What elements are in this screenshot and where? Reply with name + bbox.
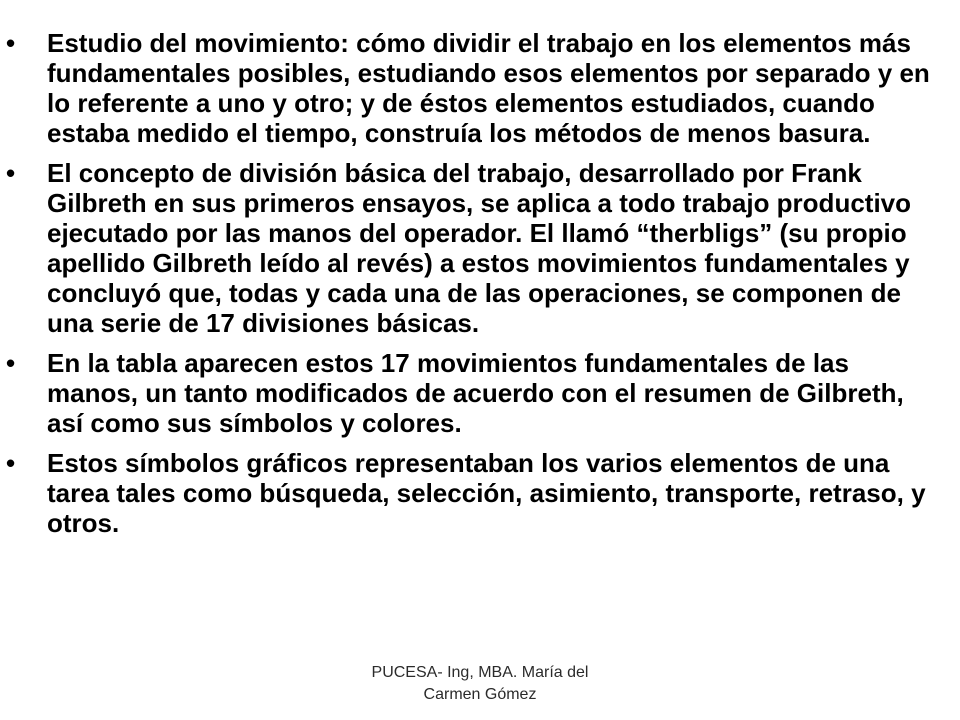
bullet-item xyxy=(6,448,936,538)
bullet-marker: • xyxy=(6,28,16,58)
bullet-marker: • xyxy=(6,448,16,478)
bullet-text: En la tabla aparecen estos 17 movimientos fundamentales de las manos, un tanto modificados de acuerdo con el resumen de Gilbreth, así como sus símbolos y colores. xyxy=(47,348,904,438)
footer-author-line-1: PUCESA- Ing, MBA. María del xyxy=(371,664,589,681)
bullet-text: Estudio del movimiento: cómo dividir el trabajo en los elementos más fundamentales posibles, estudiando esos elementos por separado y en lo referente a uno y otro; y de éstos elementos estudiados, cuando estaba medido el tiempo, construía los métodos de menos basura. xyxy=(47,28,930,148)
bullet-item xyxy=(6,158,936,338)
bullet-item xyxy=(6,28,936,148)
bullet-marker: • xyxy=(6,348,16,378)
bullet-list xyxy=(6,28,936,548)
bullet-text: Estos símbolos gráficos representaban los varios elementos de una tarea tales como búsqueda, selección, asimiento, transporte, retraso, y otros. xyxy=(47,448,926,538)
footer-author-line-2: Carmen Gómez xyxy=(423,686,537,703)
bullet-marker: • xyxy=(6,158,16,188)
bullet-item xyxy=(6,348,936,438)
bullet-text: El concepto de división básica del trabajo, desarrollado por Frank Gilbreth en sus primeros ensayos, se aplica a todo trabajo productivo ejecutado por las manos del operador. El llamó “therbligs” (su propio apellido Gilbreth leído al revés) a estos movimientos fundamentales y concluyó que, todas y cada una de las operaciones, se componen de una serie de 17 divisiones básicas. xyxy=(47,158,912,338)
slide-footer xyxy=(300,662,660,706)
